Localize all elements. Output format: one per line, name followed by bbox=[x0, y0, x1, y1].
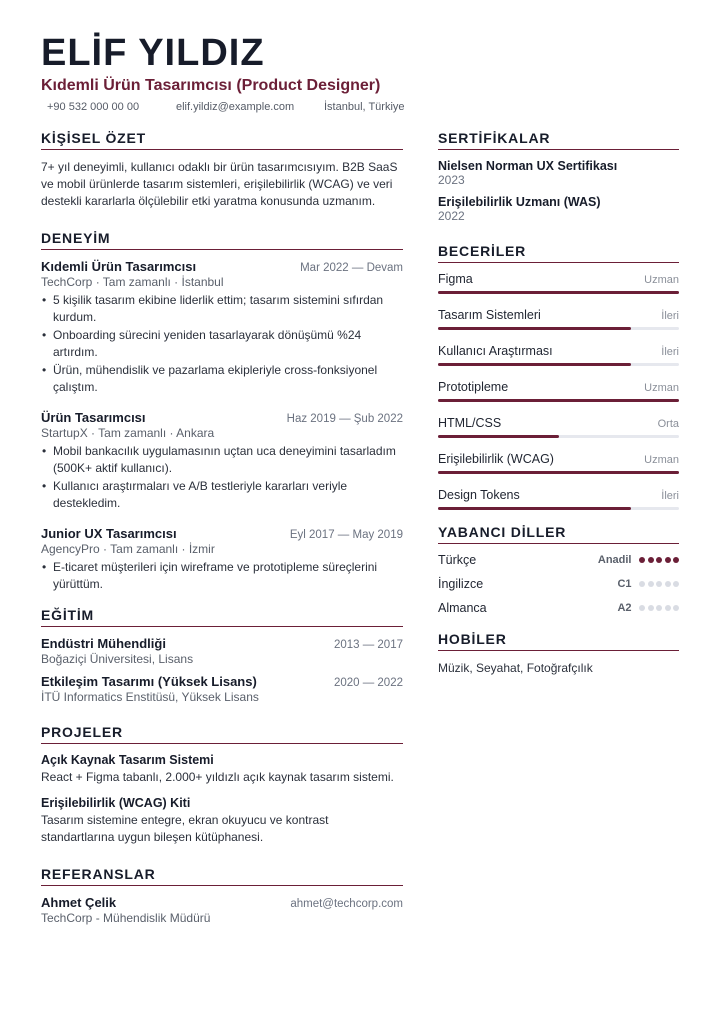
language-name: İngilizce bbox=[438, 577, 484, 591]
skill-item bbox=[438, 344, 679, 366]
degree-name: Etkileşim Tasarımı (Yüksek Lisans) bbox=[41, 674, 257, 689]
level-dot bbox=[673, 581, 679, 587]
skill-bar-fill bbox=[438, 363, 631, 366]
certificates-section bbox=[438, 130, 679, 223]
certificate-entry bbox=[438, 159, 679, 187]
skill-bar bbox=[438, 327, 679, 330]
skill-item bbox=[438, 380, 679, 402]
level-dot bbox=[673, 557, 679, 563]
job-bullets bbox=[41, 292, 403, 396]
section-heading: SERTİFİKALAR bbox=[438, 130, 679, 150]
level-dot bbox=[673, 605, 679, 611]
list-item: • E-ticaret müşterileri için wireframe ve prototipleme süreçlerini yürüttüm. bbox=[53, 559, 403, 593]
job-dates: Eyl 2017 — May 2019 bbox=[289, 529, 403, 541]
language-name: Almanca bbox=[438, 601, 487, 615]
references-section bbox=[41, 866, 403, 925]
skill-bar-fill bbox=[438, 291, 679, 294]
project-name: Açık Kaynak Tasarım Sistemi bbox=[41, 753, 214, 767]
skill-item bbox=[438, 416, 679, 438]
skill-bar bbox=[438, 291, 679, 294]
candidate-title: Kıdemli Ürün Tasarımcısı (Product Designer) bbox=[41, 77, 381, 94]
project-desc: Tasarım sistemine entegre, ekran okuyucu ve kontrast standartlarına uygun bileşen kütüphanesi. bbox=[41, 813, 329, 844]
candidate-name: ELİF YILDIZ bbox=[41, 32, 265, 74]
skill-level: Uzman bbox=[644, 274, 679, 286]
skill-level: İleri bbox=[661, 310, 679, 322]
skill-item bbox=[438, 272, 679, 294]
language-level: C1 bbox=[617, 578, 632, 590]
skills-section bbox=[438, 243, 679, 510]
certificate-name: Erişilebilirlik Uzmanı (WAS) bbox=[438, 195, 601, 209]
level-dot bbox=[656, 605, 662, 611]
contact-phone: +90 532 000 00 00 bbox=[47, 101, 140, 113]
skill-bar-fill bbox=[438, 399, 679, 402]
skill-name: HTML/CSS bbox=[438, 416, 502, 430]
skill-level: İleri bbox=[661, 490, 679, 502]
skill-level: Uzman bbox=[644, 454, 679, 466]
job-dates: Haz 2019 — Şub 2022 bbox=[286, 413, 403, 425]
level-dot bbox=[656, 557, 662, 563]
job-title: Junior UX Tasarımcısı bbox=[41, 526, 177, 541]
job-dates: Mar 2022 — Devam bbox=[300, 262, 403, 274]
education-entry bbox=[41, 636, 403, 666]
section-heading: PROJELER bbox=[41, 724, 403, 744]
level-dot bbox=[639, 557, 645, 563]
skill-level: Orta bbox=[657, 418, 679, 430]
skill-bar-fill bbox=[438, 471, 679, 474]
level-dot bbox=[665, 605, 671, 611]
summary-section bbox=[41, 130, 403, 210]
level-dot bbox=[639, 605, 645, 611]
reference-role: TechCorp - Mühendislik Müdürü bbox=[41, 911, 211, 925]
level-dot bbox=[639, 581, 645, 587]
language-rating bbox=[598, 554, 679, 566]
section-heading: EĞİTİM bbox=[41, 607, 403, 627]
level-dot bbox=[648, 557, 654, 563]
list-item: • Kullanıcı araştırmaları ve A/B testleriyle kararları veriyle destekledim. bbox=[53, 478, 403, 512]
summary-text: 7+ yıl deneyimli, kullanıcı odaklı bir ürün tasarımcısıyım. B2B SaaS ve mobil ürünlerde tasarım sistemleri, erişilebilirlik (WCAG) ve veri destekli kararlarla ölçülebilir etki yaratma konusunda uzmanım. bbox=[41, 160, 398, 208]
school-name: İTÜ Informatics Enstitüsü, Yüksek Lisans bbox=[41, 690, 259, 704]
language-level: A2 bbox=[617, 602, 632, 614]
reference-name: Ahmet Çelik bbox=[41, 895, 117, 910]
list-item: • Ürün, mühendislik ve pazarlama ekipleriyle cross-fonksiyonel çalıştım. bbox=[53, 362, 403, 396]
skill-bar bbox=[438, 507, 679, 510]
hobbies-text: Müzik, Seyahat, Fotoğrafçılık bbox=[438, 661, 593, 675]
hobbies-section bbox=[438, 631, 679, 677]
degree-name: Endüstri Mühendliği bbox=[41, 636, 166, 651]
certificate-year: 2023 bbox=[438, 173, 465, 187]
section-heading: HOBİLER bbox=[438, 631, 679, 651]
school-name: Boğaziçi Üniversitesi, Lisans bbox=[41, 652, 194, 666]
section-heading: KİŞİSEL ÖZET bbox=[41, 130, 403, 150]
project-entry bbox=[41, 796, 403, 846]
certificate-entry bbox=[438, 195, 679, 223]
skill-item bbox=[438, 452, 679, 474]
reference-entry bbox=[41, 895, 403, 925]
experience-section bbox=[41, 230, 403, 593]
skill-bar bbox=[438, 363, 679, 366]
skill-bar bbox=[438, 435, 679, 438]
section-heading: YABANCI DİLLER bbox=[438, 524, 679, 544]
skill-level: Uzman bbox=[644, 382, 679, 394]
level-dot bbox=[648, 581, 654, 587]
job-entry bbox=[41, 259, 403, 396]
skills-list bbox=[438, 272, 679, 510]
language-rating bbox=[617, 602, 679, 614]
skill-item bbox=[438, 308, 679, 330]
list-item: • 5 kişilik tasarım ekibine liderlik ettim; tasarım sistemini sıfırdan kurdum. bbox=[53, 292, 403, 326]
project-entry bbox=[41, 753, 403, 786]
section-heading: BECERİLER bbox=[438, 243, 679, 263]
skill-name: Kullanıcı Araştırması bbox=[438, 344, 553, 358]
education-entry bbox=[41, 674, 403, 704]
level-dot bbox=[648, 605, 654, 611]
languages-list bbox=[438, 553, 679, 615]
languages-section bbox=[438, 524, 679, 615]
left-column bbox=[41, 130, 403, 945]
language-name: Türkçe bbox=[438, 553, 477, 567]
skill-bar bbox=[438, 471, 679, 474]
education-dates: 2020 — 2022 bbox=[333, 677, 403, 689]
level-dot bbox=[665, 581, 671, 587]
skill-name: Prototipleme bbox=[438, 380, 509, 394]
job-company: AgencyPro · Tam zamanlı · İzmir bbox=[41, 542, 215, 556]
education-dates: 2013 — 2017 bbox=[333, 639, 403, 651]
section-heading: DENEYİM bbox=[41, 230, 403, 250]
contact-email[interactable]: elif.yildiz@example.com bbox=[176, 101, 295, 113]
reference-contact[interactable]: ahmet@techcorp.com bbox=[290, 898, 403, 910]
skill-bar-fill bbox=[438, 507, 631, 510]
certificate-year: 2022 bbox=[438, 209, 465, 223]
contact-location: İstanbul, Türkiye bbox=[324, 101, 405, 113]
skill-name: Erişilebilirlik (WCAG) bbox=[438, 452, 554, 466]
skill-level: İleri bbox=[661, 346, 679, 358]
job-title: Ürün Tasarımcısı bbox=[41, 410, 146, 425]
job-company: StartupX · Tam zamanlı · Ankara bbox=[41, 426, 215, 440]
project-desc: React + Figma tabanlı, 2.000+ yıldızlı açık kaynak tasarım sistemi. bbox=[41, 770, 394, 784]
right-column bbox=[438, 130, 679, 697]
job-company: TechCorp · Tam zamanlı · İstanbul bbox=[41, 275, 224, 289]
skill-bar-fill bbox=[438, 435, 559, 438]
level-dot bbox=[665, 557, 671, 563]
language-item bbox=[438, 553, 679, 567]
job-entry bbox=[41, 410, 403, 512]
project-name: Erişilebilirlik (WCAG) Kiti bbox=[41, 796, 191, 810]
skill-name: Figma bbox=[438, 272, 473, 286]
list-item: • Onboarding sürecini yeniden tasarlayarak dönüşümü %24 artırdım. bbox=[53, 327, 403, 361]
skill-name: Tasarım Sistemleri bbox=[438, 308, 541, 322]
projects-section bbox=[41, 724, 403, 846]
list-item: • Mobil bankacılık uygulamasının uçtan uca deneyimini tasarladım (500K+ aktif kullanıcı). bbox=[53, 443, 403, 477]
education-section bbox=[41, 607, 403, 704]
skill-bar bbox=[438, 399, 679, 402]
language-rating bbox=[617, 578, 679, 590]
level-dot bbox=[656, 581, 662, 587]
section-heading: REFERANSLAR bbox=[41, 866, 403, 886]
job-entry bbox=[41, 526, 403, 593]
certificate-name: Nielsen Norman UX Sertifikası bbox=[438, 159, 618, 173]
language-level: Anadil bbox=[597, 554, 632, 566]
skill-item bbox=[438, 488, 679, 510]
language-item bbox=[438, 601, 679, 615]
job-bullets bbox=[41, 559, 403, 593]
language-item bbox=[438, 577, 679, 591]
skill-bar-fill bbox=[438, 327, 631, 330]
skill-name: Design Tokens bbox=[438, 488, 520, 502]
job-bullets bbox=[41, 443, 403, 512]
job-title: Kıdemli Ürün Tasarımcısı bbox=[41, 259, 197, 274]
